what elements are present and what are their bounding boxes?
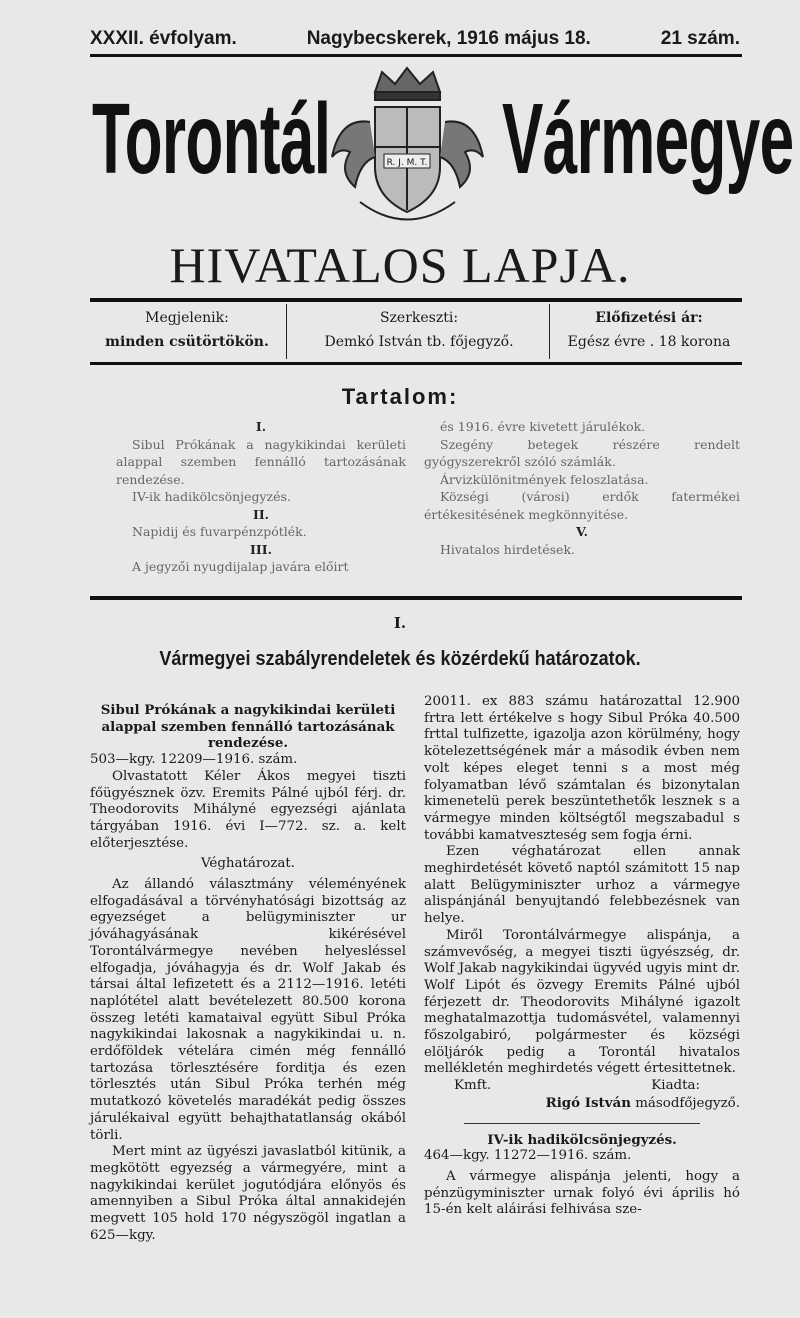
paragraph: Az állandó választmány véleményének elfogadásával a törvényhatósági bizottság az egyezséget a belügyminiszter ur jóváhagyásának kikérésével Torontálvármegye nevében helyesléssel elfogadja, jóváhagyja és dr. Wolf Jakab és társai által lefizetett és a 2112—1916. letéti naplótétel alatt bevételezett 80.500 korona összeg letéti kamataival együtt Sibul Próka nagykikindai lakosnak a nagykikindai u. n. erdőföldek vételára cimén még fennálló tartozása törlesztésére forditja és ezen törlesztés után Sibul Próka terhén még mutatkozó követelés maradékát pedig összes járulékaival együtt behajthatatlanság okából törli. bbox=[90, 877, 406, 1143]
signature-kmft: Kmft. bbox=[454, 1078, 492, 1094]
appears-value: minden csütörtökön. bbox=[105, 334, 269, 350]
coat-of-arms-emblem bbox=[320, 62, 495, 232]
masthead-left: Torontál bbox=[92, 83, 331, 195]
paragraph: A vármegye alispánja jelenti, hogy a pénzügyminiszter urnak folyó évi április hó 15-én kelt aláirási felhivása sze- bbox=[424, 1168, 740, 1218]
masthead-subtitle: HIVATALOS LAPJA. bbox=[169, 237, 631, 293]
toc-title: Tartalom: bbox=[341, 384, 459, 409]
volume-label: XXXII. évfolyam. bbox=[90, 28, 237, 49]
signature-issued: Kiadta: bbox=[651, 1078, 700, 1094]
toc-heading: II. bbox=[252, 506, 270, 522]
section-number: I. bbox=[393, 614, 407, 632]
place-date: Nagybecskerek, 1916 május 18. bbox=[306, 28, 591, 49]
masthead-right: Vármegye bbox=[502, 83, 794, 195]
editor-column bbox=[290, 306, 548, 354]
toc-entry: és 1916. évre kivetett járulékok. bbox=[440, 419, 646, 434]
toc-entry: IV-ik hadikölcsönjegyzés. bbox=[132, 489, 291, 504]
section-rule bbox=[90, 596, 742, 600]
signer-title: másodfőjegyző. bbox=[635, 1095, 740, 1111]
paragraph: Miről Torontálvármegye alispánja, a számvevőség, a megyei tiszti ügyészség, dr. Wolf Jakab nagykikindai ügyvéd ugyis mint dr. Wolf Lipót és özvegy Eremits Pálné ujból férjezett dr. Theodorovits Mihályné igazolt meghatalmazottja tudomásvétel, valamennyi főszolgabiró, polgármester és községi elöljárók pedig a Torontál hivatalos mellékletén meghirdetés végett értesittetnek. bbox=[424, 927, 740, 1077]
info-rule-bottom bbox=[90, 362, 742, 365]
issue-header bbox=[90, 28, 740, 50]
info-divider bbox=[286, 304, 287, 359]
section-title: Vármegyei szabályrendeletek és közérdekű határozatok. bbox=[159, 648, 641, 670]
toc-entry: Hivatalos hirdetések. bbox=[440, 541, 576, 557]
editor-label: Szerkeszti: bbox=[379, 310, 459, 326]
toc-heading: III. bbox=[250, 541, 272, 557]
info-rule-top bbox=[90, 298, 742, 302]
toc-left-column bbox=[116, 418, 406, 576]
left-column bbox=[90, 702, 406, 1245]
toc-entry: A jegyzői nyugdijalap javára előirt bbox=[132, 559, 349, 574]
top-rule bbox=[90, 54, 742, 57]
article-title: IV-ik hadikölcsönjegyzés. bbox=[487, 1131, 677, 1148]
toc-entry: Napidij és fuvarpénzpótlék. bbox=[132, 524, 307, 539]
price-column bbox=[554, 306, 744, 354]
toc-entry: Sibul Prókának a nagykikindai kerületi alappal szemben fennálló tartozásának rendezése. bbox=[116, 436, 406, 487]
article-title: Sibul Prókának a nagykikindai kerületi alappal szemben fennálló tartozásának rendezése. bbox=[100, 702, 396, 752]
issue-number: 21 szám. bbox=[660, 28, 740, 49]
article-reference: 503—kgy. 12209—1916. szám. bbox=[90, 752, 298, 768]
signature-line bbox=[424, 1078, 740, 1095]
price-label: Előfizetési ár: bbox=[595, 310, 703, 326]
paragraph: Ezen véghatározat ellen annak meghirdetését követő naptól számitott 15 nap alatt Belügyminiszter urhoz a vármegye alispánjánál benyujtandó felebbezésnek van helye. bbox=[424, 844, 740, 927]
signer-name: Rigó István bbox=[545, 1094, 631, 1111]
publication-info bbox=[92, 306, 742, 358]
signer bbox=[424, 1095, 740, 1113]
paragraph: Mert mint az ügyészi javaslatból kitünik, a megkötött egyezség a vármegyére, mint a nagykikindai kerület jogutódjára előnyös és amennyiben a Sibul Próka által annakidején megvett 105 hold 170 négyszögöl ingatlan a 625—kgy. bbox=[90, 1144, 406, 1243]
article-reference: 464—kgy. 11272—1916. szám. bbox=[424, 1148, 632, 1164]
toc-heading: V. bbox=[576, 524, 588, 539]
editor-value: Demkó István tb. főjegyző. bbox=[324, 334, 514, 350]
paragraph: 20011. ex 883 számu határozattal 12.900 frtra lett értékelve s hogy Sibul Próka 40.500 frttal tulfizette, igazolja azon körülmény, hogy kötelezettségének már a második évben nem volt képes eleget tenni s a most még folyamatban lévő számtalan és bizonytalan kimenetelü perek beszüntethetők lesznek s a vármegye minden költségtől megszabadul s további kamatveszteség sem fogja érni. bbox=[424, 694, 740, 843]
toc-heading: I. bbox=[255, 419, 267, 434]
toc-right-column bbox=[424, 418, 740, 558]
appears-column bbox=[92, 306, 282, 354]
toc-entry: Községi (városi) erdők fatermékei értékesitésének megkönnyitése. bbox=[424, 489, 740, 522]
appears-label: Megjelenik: bbox=[145, 310, 229, 326]
price-value: Egész évre . 18 korona bbox=[567, 334, 731, 350]
right-column bbox=[424, 694, 740, 1219]
toc-entry: Árvizkülönitmények feloszlatása. bbox=[440, 471, 649, 487]
verdict-heading: Véghatározat. bbox=[200, 856, 296, 872]
info-divider bbox=[549, 304, 550, 359]
crest-text: R. J. M. T. bbox=[386, 158, 428, 168]
article-divider bbox=[464, 1123, 700, 1124]
paragraph: Olvastatott Kéler Ákos megyei tiszti főügyésznek özv. Eremits Pálné ujból férj. dr. Theodorovits Mihályné egyezségi ajánlata tárgyában 1916. évi I—772. sz. a. kelt előterjesztése. bbox=[90, 768, 406, 851]
toc-entry: Szegény betegek részére rendelt gyógyszerekről szóló számlák. bbox=[424, 436, 740, 469]
